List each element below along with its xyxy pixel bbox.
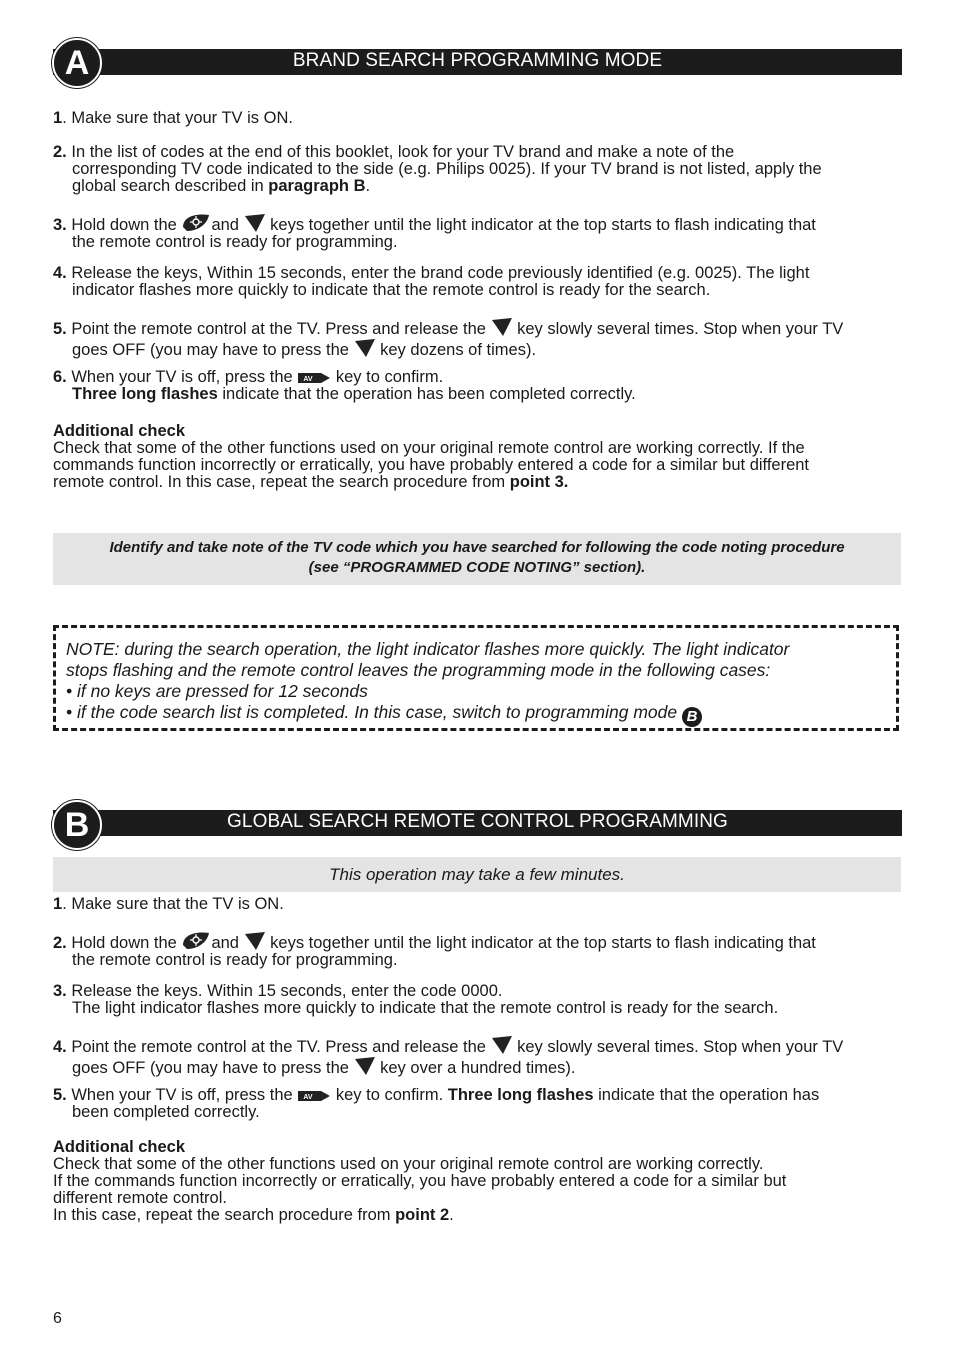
step-text: goes OFF (you may have to press the key over a hundred times).	[53, 1056, 903, 1077]
box-text: Identify and take note of the TV code which you have searched for following the code noting procedure	[109, 539, 845, 556]
b-step-4	[53, 1035, 903, 1077]
step-text: the remote control is ready for programming.	[72, 951, 398, 969]
svg-text:AV: AV	[303, 1094, 313, 1101]
note-text: • if the code search list is completed. In this case, switch to programming mode B	[66, 702, 896, 727]
step-text: Hold down the	[71, 934, 182, 952]
a-step-4	[53, 265, 903, 299]
step-text: key to confirm.	[331, 1086, 448, 1104]
duration-banner	[53, 857, 901, 892]
b-additional-check	[53, 1139, 903, 1224]
section-b-title: GLOBAL SEARCH REMOTE CONTROL PROGRAMMING	[227, 811, 728, 832]
code-note-box	[53, 533, 901, 585]
step-text: Three long flashes indicate that the operation has been completed correctly.	[72, 385, 636, 403]
a-step-5	[53, 317, 903, 359]
box-text: (see “PROGRAMMED CODE NOTING” section).	[308, 559, 646, 576]
b-step-3	[53, 983, 903, 1017]
step-text: keys together until the light indicator at the top starts to flash indicating that	[265, 216, 816, 234]
a-additional-check	[53, 423, 903, 491]
step-text: Release the keys. Within 15 seconds, enter the code 0000.	[71, 982, 503, 1000]
step-number: 4.	[53, 1038, 67, 1056]
step-number: 2.	[53, 143, 67, 161]
step-text: The light indicator flashes more quickly to indicate that the remote control is ready for the search.	[72, 999, 779, 1017]
page-number: 6	[53, 1310, 62, 1327]
banner-text: This operation may take a few minutes.	[329, 865, 625, 884]
check-text: If the commands function incorrectly or erratically, you have probably entered a code for a similar but	[53, 1172, 787, 1190]
check-title: Additional check	[53, 422, 186, 440]
step-text: Hold down the	[71, 216, 182, 234]
a-step-2	[53, 144, 903, 195]
b-step-1	[53, 896, 903, 913]
b-step-2	[53, 931, 903, 969]
note-text: NOTE: during the search operation, the light indicator flashes more quickly. The light indicator	[66, 639, 790, 659]
step-number: 3.	[53, 982, 67, 1000]
step-text: and	[211, 934, 244, 952]
down-arrow-key-icon	[244, 931, 266, 951]
step-text: key slowly several times. Stop when your TV	[512, 1038, 844, 1056]
svg-text:AV: AV	[303, 376, 313, 383]
check-text: remote control. In this case, repeat the search procedure from point 3.	[53, 473, 569, 491]
step-number: 3.	[53, 216, 67, 234]
down-arrow-key-icon	[354, 1056, 376, 1076]
step-number: 1	[53, 895, 63, 913]
a-step-3	[53, 213, 903, 251]
step-text: indicate that the operation has	[593, 1086, 820, 1104]
step-text: corresponding TV code indicated to the side (e.g. Philips 0025). If your TV brand is not listed, apply the	[72, 160, 822, 178]
step-text: indicator flashes more quickly to indicate that the remote control is ready for the search.	[72, 281, 711, 299]
av-key-icon	[297, 371, 331, 385]
down-arrow-key-icon	[491, 1035, 513, 1055]
step-text: key slowly several times. Stop when your TV	[512, 320, 844, 338]
a-step-1	[53, 110, 903, 127]
check-text: Check that some of the other functions used on your original remote control are working correctly. If the	[53, 439, 805, 457]
check-text: commands function incorrectly or erratically, you have probably entered a code for a similar but different	[53, 456, 810, 474]
check-title: Additional check	[53, 1138, 186, 1156]
setup-key-icon	[181, 213, 211, 233]
step-number: 6.	[53, 368, 67, 386]
step-number: 1	[53, 109, 63, 127]
b-step-5	[53, 1087, 903, 1121]
step-number: 2.	[53, 934, 67, 952]
step-text: When your TV is off, press the	[71, 368, 298, 386]
step-text: When your TV is off, press the	[71, 1086, 298, 1104]
note-text: • if no keys are pressed for 12 seconds	[66, 681, 368, 701]
step-number: 4.	[53, 264, 67, 282]
note-box	[53, 625, 899, 731]
mode-b-badge: B	[682, 707, 702, 727]
step-text: been completed correctly.	[72, 1103, 260, 1121]
setup-key-icon	[181, 931, 211, 951]
check-text: Check that some of the other functions used on your original remote control are working correctly.	[53, 1155, 764, 1173]
step-number: 5.	[53, 320, 67, 338]
step-text: global search described in paragraph B.	[72, 177, 371, 195]
down-arrow-key-icon	[244, 213, 266, 233]
a-step-6	[53, 369, 903, 403]
check-text: In this case, repeat the search procedure from point 2.	[53, 1206, 454, 1224]
step-text: Release the keys, Within 15 seconds, enter the brand code previously identified (e.g. 0025). The light	[71, 264, 810, 282]
step-text: In the list of codes at the end of this booklet, look for your TV brand and make a note of the	[71, 143, 735, 161]
down-arrow-key-icon	[354, 338, 376, 358]
step-text: Point the remote control at the TV. Press and release the	[71, 320, 491, 338]
section-b-header	[53, 810, 902, 836]
step-text: . Make sure that the TV is ON.	[62, 895, 284, 913]
note-text: stops flashing and the remote control leaves the programming mode in the following cases:	[66, 660, 771, 680]
step-text: keys together until the light indicator at the top starts to flash indicating that	[265, 934, 816, 952]
section-a-badge: A	[52, 38, 102, 88]
step-text: . Make sure that your TV is ON.	[62, 109, 293, 127]
down-arrow-key-icon	[491, 317, 513, 337]
step-text: Three long flashes	[447, 1086, 594, 1104]
step-text: goes OFF (you may have to press the key dozens of times).	[53, 338, 903, 359]
section-b-badge: B	[52, 800, 102, 850]
step-text: key to confirm.	[331, 368, 444, 386]
av-key-icon	[297, 1089, 331, 1103]
step-text: and	[211, 216, 244, 234]
check-text: different remote control.	[53, 1189, 227, 1207]
step-number: 5.	[53, 1086, 67, 1104]
section-a-header	[53, 49, 902, 75]
section-a-title: BRAND SEARCH PROGRAMMING MODE	[292, 50, 663, 71]
step-text: Point the remote control at the TV. Press and release the	[71, 1038, 491, 1056]
step-text: the remote control is ready for programming.	[72, 233, 398, 251]
